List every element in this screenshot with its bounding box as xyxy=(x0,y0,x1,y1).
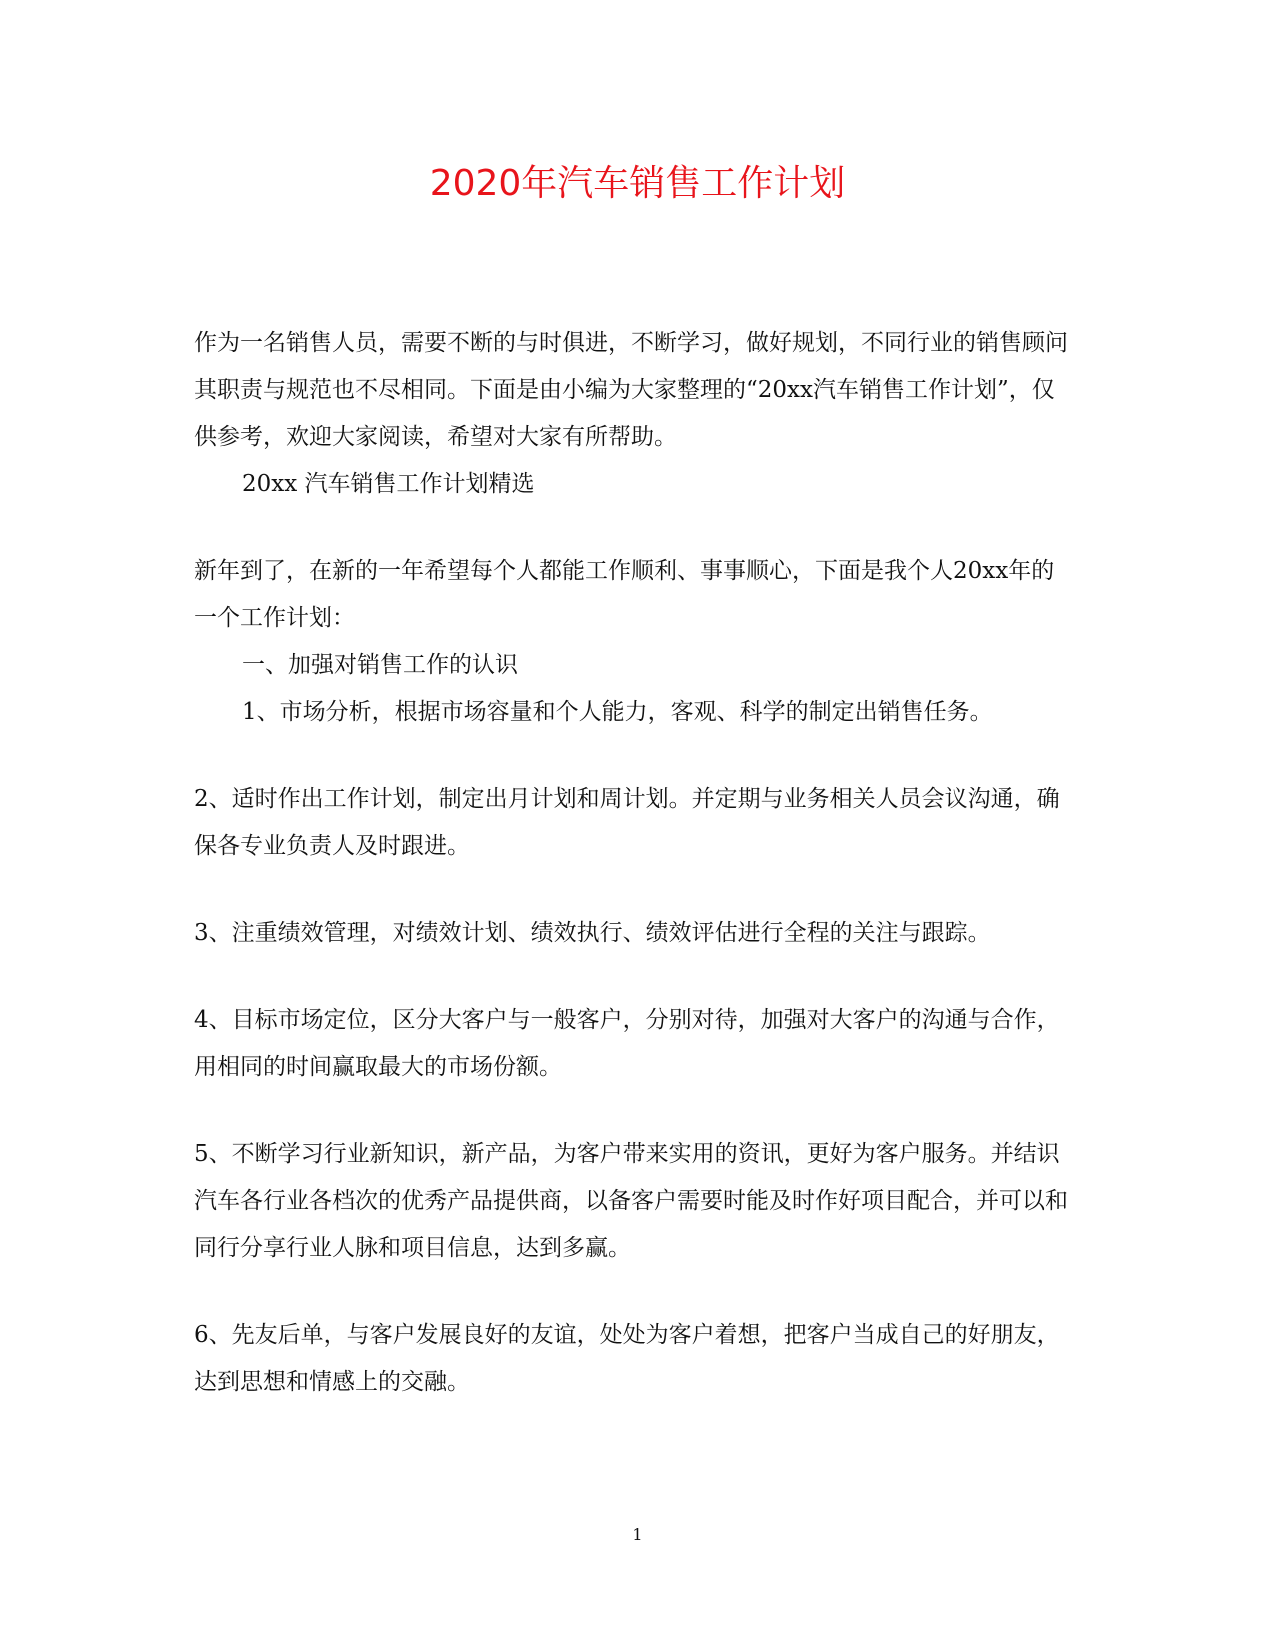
document-body xyxy=(194,320,1074,1406)
list-item-2: 2、适时作出工作计划，制定出月计划和周计划。并定期与业务相关人员会议沟通，确保各专业负责人及时跟进。 xyxy=(194,786,1060,859)
section-heading-1: 一、加强对销售工作的认识 xyxy=(242,652,518,678)
list-item-5: 5、不断学习行业新知识，新产品，为客户带来实用的资讯，更好为客户服务。并结识汽车各行业各档次的优秀产品提供商，以备客户需要时能及时作好项目配合，并可以和同行分享行业人脉和项目信息，达到多赢。 xyxy=(194,1141,1068,1261)
list-item-4: 4、目标市场定位，区分大客户与一般客户，分别对待，加强对大客户的沟通与合作，用相同的时间赢取最大的市场份额。 xyxy=(194,1007,1060,1080)
page-number: 1 xyxy=(632,1525,643,1544)
subheading-selection: 20xx 汽车销售工作计划精选 xyxy=(242,471,535,497)
list-item-1: 1、市场分析，根据市场容量和个人能力，客观、科学的制定出销售任务。 xyxy=(242,699,993,725)
list-item-6: 6、先友后单，与客户发展良好的友谊，处处为客户着想，把客户当成自己的好朋友，达到思想和情感上的交融。 xyxy=(194,1322,1060,1395)
new-year-paragraph: 新年到了，在新的一年希望每个人都能工作顺利、事事顺心，下面是我个人20xx年的一个工作计划： xyxy=(194,558,1055,631)
document-title: 2020年汽车销售工作计划 xyxy=(429,163,846,204)
list-item-3: 3、注重绩效管理，对绩效计划、绩效执行、绩效评估进行全程的关注与跟踪。 xyxy=(194,920,991,946)
intro-paragraph: 作为一名销售人员，需要不断的与时俱进，不断学习，做好规划，不同行业的销售顾问其职责与规范也不尽相同。下面是由小编为大家整理的“20xx汽车销售工作计划”，仅供参考，欢迎大家阅读，希望对大家有所帮助。 xyxy=(194,330,1068,450)
